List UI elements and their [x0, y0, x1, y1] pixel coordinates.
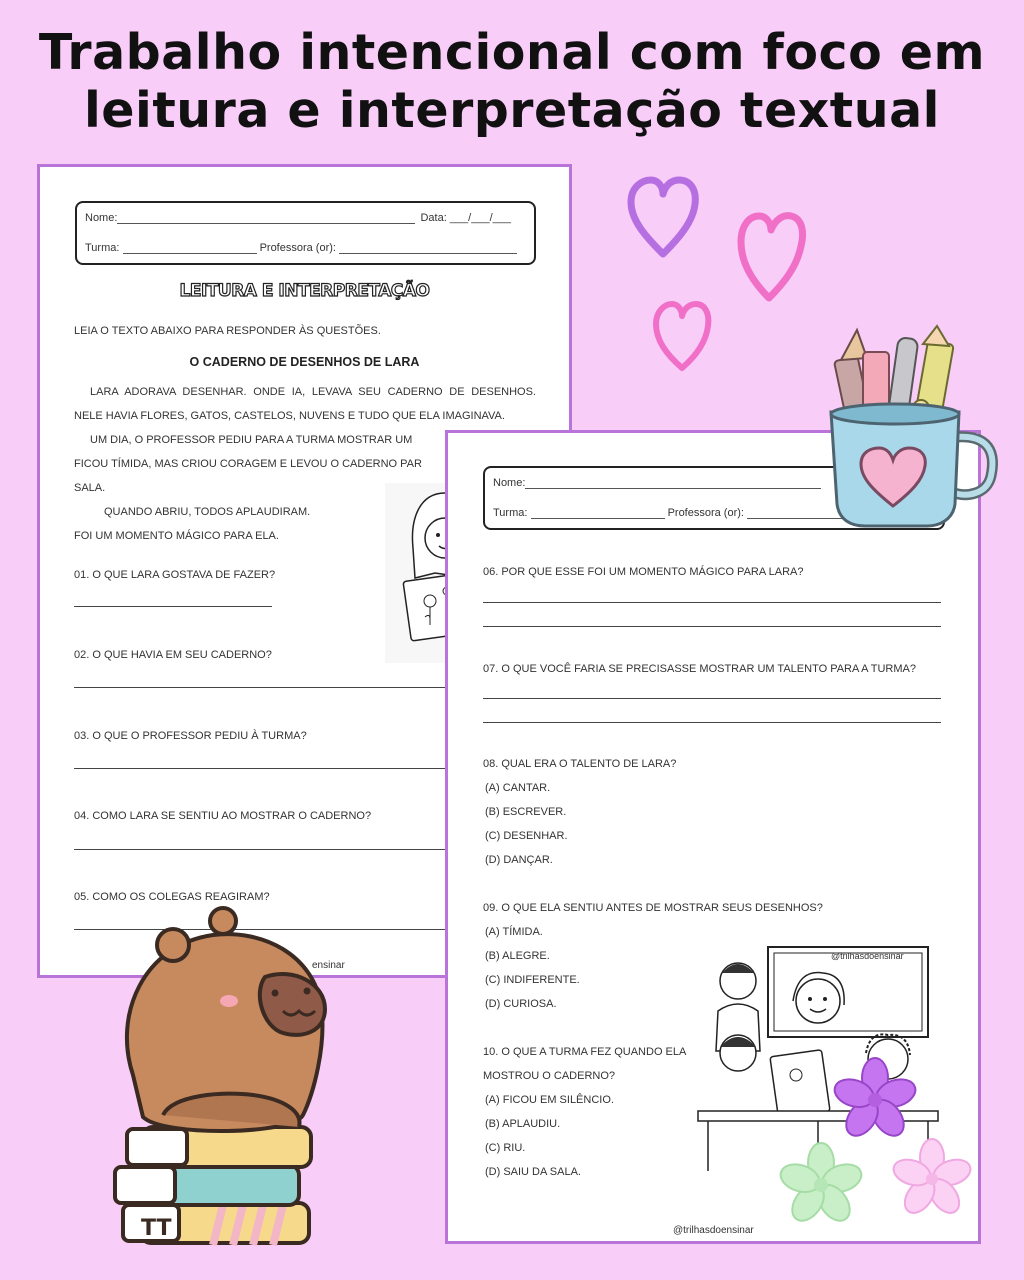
name-field[interactable]	[117, 212, 415, 224]
story-title: O CADERNO DE DESENHOS DE LARA	[189, 355, 420, 369]
q08-option-c[interactable]: (C) DESENHAR.	[485, 830, 568, 842]
svg-text:TT: TT	[141, 1216, 172, 1241]
question-05: 05. COMO OS COLEGAS REAGIRAM?	[74, 891, 270, 903]
question-02: 02. O QUE HAVIA EM SEU CADERNO?	[74, 649, 272, 661]
q10-option-b[interactable]: (B) APLAUDIU.	[485, 1118, 561, 1130]
story-line-5: SALA.	[74, 482, 106, 494]
q09-option-b[interactable]: (B) ALEGRE.	[485, 950, 550, 962]
flower-icon	[778, 1142, 864, 1228]
question-04: 04. COMO LARA SE SENTIU AO MOSTRAR O CADERNO?	[74, 810, 372, 822]
pencil-mug-icon	[827, 328, 1002, 533]
answer-line-07a[interactable]	[483, 698, 941, 699]
story-line-1: LARA ADORAVA DESENHAR. ONDE IA, LEVAVA SEU CADERNO DE DESENHOS.	[90, 386, 536, 398]
teacher-field[interactable]	[339, 242, 517, 254]
section-title: LEITURA E INTERPRETAÇÃO	[179, 281, 430, 301]
q10-option-c[interactable]: (C) RIU.	[485, 1142, 526, 1154]
q10-option-a[interactable]: (A) FICOU EM SILÊNCIO.	[485, 1094, 614, 1106]
question-09: 09. O QUE ELA SENTIU ANTES DE MOSTRAR SEUS DESENHOS?	[483, 902, 823, 914]
class-label: Turma:	[493, 507, 528, 519]
q08-option-b[interactable]: (B) ESCREVER.	[485, 806, 567, 818]
question-10-line-2: MOSTROU O CADERNO?	[483, 1070, 616, 1082]
answer-line-06a[interactable]	[483, 602, 941, 603]
story-line-2: NELE HAVIA FLORES, GATOS, CASTELOS, NUVENS E TUDO QUE ELA IMAGINAVA.	[74, 410, 505, 422]
name-field[interactable]	[525, 477, 821, 489]
story-line-7: FOI UM MOMENTO MÁGICO PARA ELA.	[74, 530, 279, 542]
capybara-on-books-icon	[103, 905, 333, 1250]
class-field[interactable]	[531, 507, 665, 519]
teacher-label: Professora (or):	[259, 242, 336, 254]
page-footer: ensinar	[312, 960, 345, 971]
q08-option-d[interactable]: (D) DANÇAR.	[485, 854, 553, 866]
question-10-line-1: 10. O QUE A TURMA FEZ QUANDO ELA	[483, 1046, 687, 1058]
page-footer-2: @trilhasdoensinar	[673, 1225, 754, 1236]
q09-option-a[interactable]: (A) TÍMIDA.	[485, 926, 543, 938]
question-08: 08. QUAL ERA O TALENTO DE LARA?	[483, 758, 677, 770]
date-label: Data: ___/___/___	[420, 212, 511, 224]
flower-icon	[833, 1058, 917, 1142]
story-line-3: UM DIA, O PROFESSOR PEDIU PARA A TURMA MOSTRAR UM	[90, 434, 413, 446]
heart-icon	[652, 300, 714, 374]
question-01: 01. O QUE LARA GOSTAVA DE FAZER?	[74, 569, 276, 581]
story-line-4: FICOU TÍMIDA, MAS CRIOU CORAGEM E LEVOU O CADERNO PAR	[74, 458, 422, 470]
question-07: 07. O QUE VOCÊ FARIA SE PRECISASSE MOSTRAR UM TALENTO PARA A TURMA?	[483, 663, 916, 675]
illustration-credit: @trilhasdoensinar	[831, 951, 904, 961]
name-label: Nome:	[85, 212, 118, 224]
heart-icon	[735, 208, 807, 304]
story-line-6: QUANDO ABRIU, TODOS APLAUDIRAM.	[104, 506, 311, 518]
question-03: 03. O QUE O PROFESSOR PEDIU À TURMA?	[74, 730, 307, 742]
class-label: Turma:	[85, 242, 120, 254]
student-info-box	[75, 201, 536, 265]
teacher-label: Professora (or):	[667, 507, 744, 519]
class-field[interactable]	[123, 242, 257, 254]
q09-option-d[interactable]: (D) CURIOSA.	[485, 998, 557, 1010]
answer-line-06b[interactable]	[483, 626, 941, 627]
headline-line-2: leitura e interpretação textual	[84, 82, 940, 139]
question-06: 06. POR QUE ESSE FOI UM MOMENTO MÁGICO PARA LARA?	[483, 566, 804, 578]
flower-icon	[892, 1136, 972, 1222]
instruction-text: LEIA O TEXTO ABAIXO PARA RESPONDER ÀS QUESTÕES.	[74, 325, 381, 337]
q10-option-d[interactable]: (D) SAIU DA SALA.	[485, 1166, 581, 1178]
name-label: Nome:	[493, 477, 526, 489]
heart-icon	[627, 176, 699, 260]
q09-option-c[interactable]: (C) INDIFERENTE.	[485, 974, 580, 986]
headline-line-1: Trabalho intencional com foco em	[38, 24, 986, 81]
answer-line-01[interactable]	[74, 606, 272, 607]
q08-option-a[interactable]: (A) CANTAR.	[485, 782, 551, 794]
page-headline	[0, 24, 1024, 140]
answer-line-07b[interactable]	[483, 722, 941, 723]
